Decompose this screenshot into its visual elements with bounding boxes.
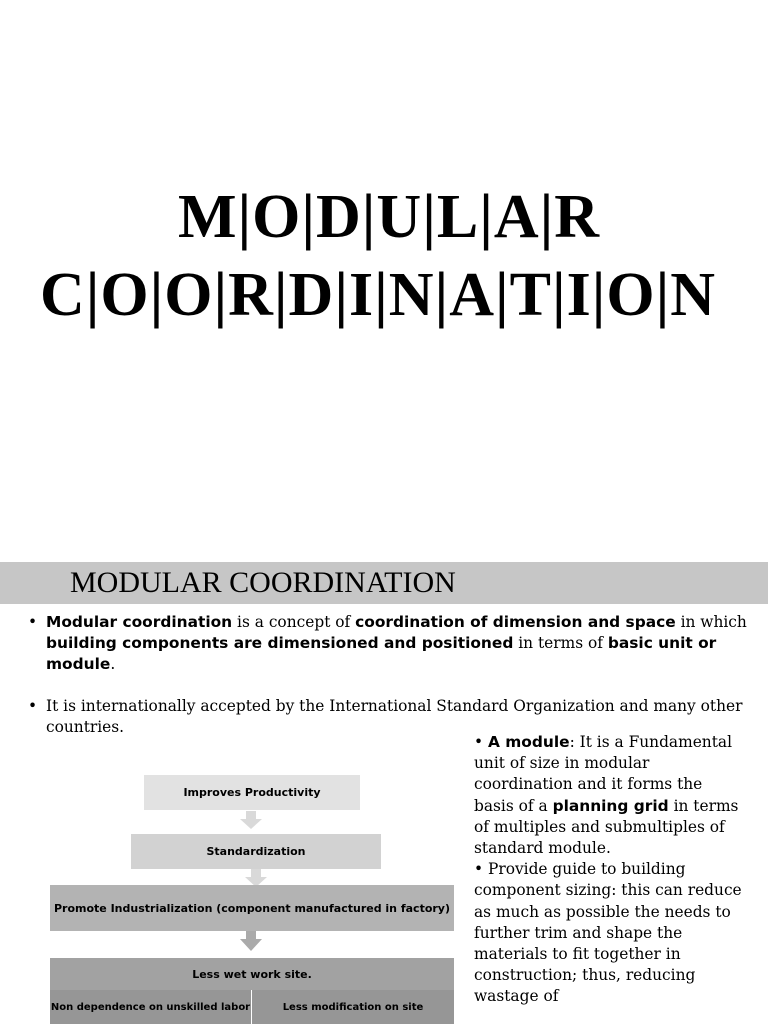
module-description (474, 732, 746, 1008)
flow-step-unskilled-labor: Non dependence on unskilled labor (50, 990, 252, 1024)
text: in terms of multiples and submultiples of standard module. (474, 796, 739, 858)
flow-step-productivity: Improves Productivity (144, 775, 360, 810)
bold-term: planning grid (552, 796, 669, 815)
flow-step-standardization: Standardization (131, 834, 381, 869)
flow-step-less-modification: Less modification on site (252, 990, 454, 1024)
bullet-dot: • (28, 613, 38, 631)
flow-step-less-wet-work: Less wet work site. (50, 958, 454, 990)
text: . (110, 655, 116, 673)
text: Provide guide to building component sizing: this can reduce as much as possible the needs to further trim and shape the materials to fit together in construction; thus, reducing wastage of (474, 860, 742, 1006)
bold-term: Modular coordination (46, 613, 233, 631)
bold-term: building components are dimensioned and positioned (46, 634, 514, 652)
text: in which (675, 613, 747, 631)
bold-term: basic unit or module (46, 634, 717, 673)
slide-heading: MODULAR COORDINATION (70, 566, 456, 599)
slide-heading-band (0, 562, 768, 604)
bullet-dot: • (474, 733, 484, 751)
bullet-dot: • (28, 697, 38, 715)
text: : It is a Fundamental unit of size in modular coordination and it forms the basis of a (474, 733, 733, 815)
title-line-2: C|O|O|R|D|I|N|A|T|I|O|N (39, 261, 717, 329)
text: is a concept of (232, 613, 356, 631)
bold-term: coordination of dimension and space (355, 613, 676, 631)
bold-term: A module (487, 733, 570, 751)
text: It is internationally accepted by the International Standard Organization and many other countries. (46, 697, 743, 736)
bullet-dot: • (474, 860, 484, 879)
flow-step-industrialization: Promote Industrialization (component manufactured in factory) (50, 885, 454, 931)
text: in terms of (513, 634, 608, 652)
bullet-module (474, 732, 746, 859)
bullet-sizing (474, 859, 746, 1007)
title-line-1: M|O|D|U|L|A|R (177, 183, 601, 251)
bullet-definition (28, 612, 753, 675)
